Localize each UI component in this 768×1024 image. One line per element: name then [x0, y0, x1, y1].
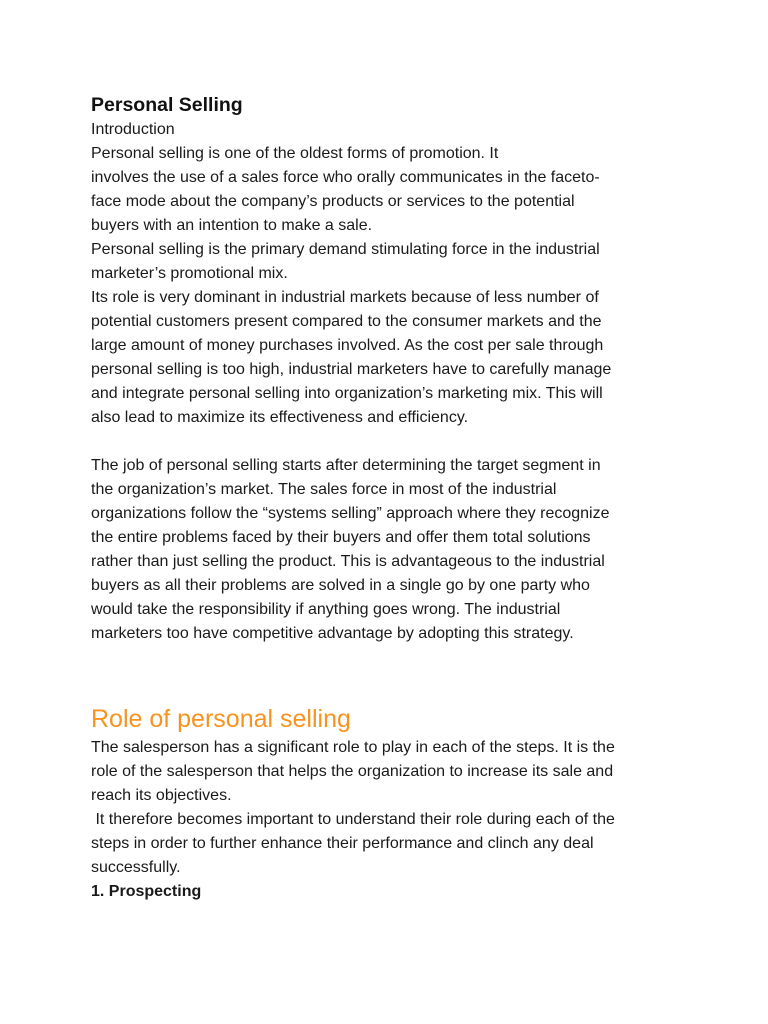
text-line: buyers with an intention to make a sale. — [91, 217, 373, 234]
text-line: reach its objectives. — [91, 787, 232, 804]
intro-label: Introduction — [91, 121, 175, 138]
text-line: Its role is very dominant in industrial markets because of less number of — [91, 289, 599, 306]
text-line: would take the responsibility if anything goes wrong. The industrial — [91, 601, 561, 618]
text-line: large amount of money purchases involved. As the cost per sale through — [91, 337, 604, 354]
text-line: Personal selling is one of the oldest forms of promotion. It — [91, 145, 499, 162]
intro-paragraph — [91, 142, 681, 430]
text-line: The salesperson has a significant role to play in each of the steps. It is the — [91, 739, 615, 756]
subheading-prospecting: 1. Prospecting — [91, 883, 202, 900]
role-paragraph — [91, 736, 681, 880]
text-line: successfully. — [91, 859, 181, 876]
text-line: the organization’s market. The sales force in most of the industrial — [91, 481, 557, 498]
text-line: role of the salesperson that helps the organization to increase its sale and — [91, 763, 614, 780]
section-heading: Role of personal selling — [91, 705, 351, 733]
document-page — [91, 92, 681, 904]
document-title: Personal Selling — [91, 94, 243, 116]
text-line: potential customers present compared to the consumer markets and the — [91, 313, 602, 330]
text-line: buyers as all their problems are solved in a single go by one party who — [91, 577, 590, 594]
text-line: rather than just selling the product. This is advantageous to the industrial — [91, 553, 605, 570]
text-line: and integrate personal selling into organization’s marketing mix. This will — [91, 385, 603, 402]
text-line: marketer’s promotional mix. — [91, 265, 288, 282]
paragraph-spacer — [91, 430, 681, 454]
text-line: personal selling is too high, industrial marketers have to carefully manage — [91, 361, 612, 378]
text-line: involves the use of a sales force who orally communicates in the faceto- — [91, 169, 600, 186]
text-line: organizations follow the “systems selling” approach where they recognize — [91, 505, 610, 522]
section-spacer — [91, 646, 681, 703]
text-line: It therefore becomes important to understand their role during each of the — [91, 811, 615, 828]
text-line: Personal selling is the primary demand stimulating force in the industrial — [91, 241, 600, 258]
text-line: marketers too have competitive advantage by adopting this strategy. — [91, 625, 574, 642]
text-line: The job of personal selling starts after determining the target segment in — [91, 457, 601, 474]
text-line: face mode about the company’s products or services to the potential — [91, 193, 575, 210]
text-line: steps in order to further enhance their performance and clinch any deal — [91, 835, 594, 852]
text-line: also lead to maximize its effectiveness and efficiency. — [91, 409, 469, 426]
systems-selling-paragraph — [91, 454, 681, 646]
text-line: the entire problems faced by their buyers and offer them total solutions — [91, 529, 591, 546]
